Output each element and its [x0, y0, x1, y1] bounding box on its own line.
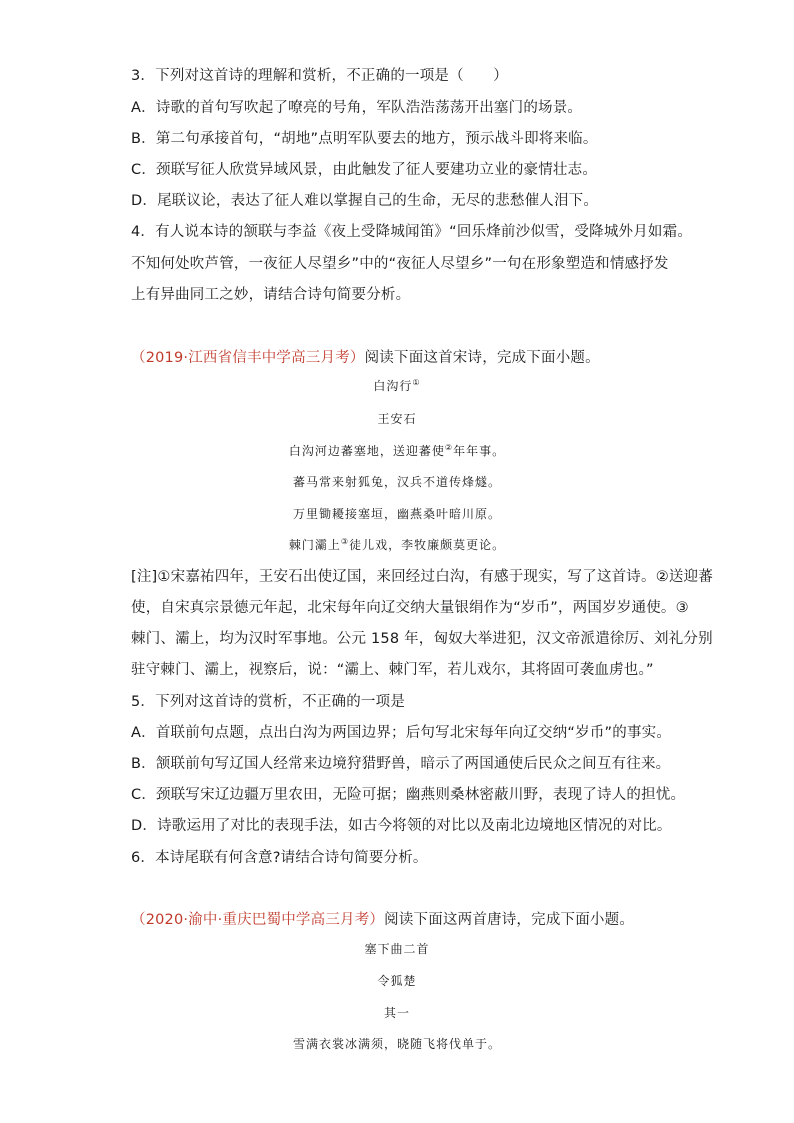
- poem-verse-1: [0, 442, 794, 460]
- question-3-option-d: D．尾联议论，表达了征人难以掌握自己的生命，无尽的悲愁催人泪下。: [131, 193, 599, 209]
- poem-2-author: 令狐楚: [377, 974, 417, 988]
- poem-author: 王安石: [377, 412, 417, 426]
- section-3-header: [131, 910, 634, 930]
- verse-1-footnote-mark: ②: [444, 443, 454, 452]
- question-4-line-1: 4．有人说本诗的颔联与李益《夜上受降城闻笛》“回乐烽前沙似雪，受降城外月如霜。: [131, 224, 693, 240]
- poem-2-title: 塞下曲二首: [364, 942, 430, 956]
- question-5-stem: 5．下列对这首诗的赏析，不正确的一项是: [131, 694, 406, 710]
- verse-4-footnote-mark: ③: [340, 537, 350, 546]
- question-3-option-a: A．诗歌的首句写吹起了嘹亮的号角，军队浩浩荡荡开出塞门的场景。: [131, 100, 583, 116]
- poem-verse-2: 蕃马常来射狐兔，汉兵不道传烽燧。: [292, 475, 501, 489]
- question-4-line-2: 不知何处吹芦管，一夜征人尽望乡”中的“夜征人尽望乡”一句在形象塑造和情感抒发: [131, 256, 669, 272]
- notes-line-3: 棘门、灞上，均为汉时军事地。公元 158 年，匈奴大举进犯，汉文帝派遣徐厉、刘礼分别: [131, 631, 713, 647]
- notes-line-2: 使，自宋真宗景德元年起，北宋每年向辽交纳大量银绢作为“岁币”，两国岁岁通使。③: [131, 600, 689, 616]
- question-4-line-3: 上有异曲同工之妙，请结合诗句简要分析。: [131, 287, 411, 303]
- section-2-source: （2019·江西省信丰中学高三月考）: [131, 350, 365, 366]
- section-2-intro: 阅读下面这首宋诗，完成下面小题。: [364, 350, 600, 366]
- question-3-stem: 3．下列对这首诗的理解和赏析，不正确的一项是（ ）: [131, 68, 508, 84]
- poem-title: [0, 377, 794, 395]
- poem-verse-3: 万里锄耰接塞垣，幽燕桑叶暗川原。: [292, 507, 501, 521]
- question-5-option-b: B．颔联前句写辽国人经常来边境狩猎野兽，暗示了两国通使后民众之间互有往来。: [131, 756, 671, 772]
- verse-4-part-b: 徒儿戏，李牧廉颇莫更论。: [349, 538, 506, 552]
- section-3-source: （2020·渝中·重庆巴蜀中学高三月考）: [131, 912, 385, 928]
- poem-2-verse-1: 雪满衣裳冰满须，晓随飞将伐单于。: [292, 1037, 501, 1051]
- question-5-option-d: D．诗歌运用了对比的表现手法，如古今将领的对比以及南北边境地区情况的对比。: [131, 818, 672, 834]
- poem-2-subtitle: 其一: [383, 1006, 410, 1020]
- question-3-option-b: B．第二句承接首句，“胡地”点明军队要去的地方，预示战斗即将来临。: [131, 131, 598, 147]
- question-5-option-c: C．颈联写宋辽边疆万里农田，无险可据；幽燕则桑林密蔽川野，表现了诗人的担忧。: [131, 787, 686, 803]
- question-6: 6．本诗尾联有何含意?请结合诗句简要分析。: [131, 850, 428, 866]
- section-3-intro: 阅读下面这两首唐诗，完成下面小题。: [384, 912, 635, 928]
- verse-1-part-a: 白沟河边蕃塞地，送迎蕃使: [288, 444, 445, 458]
- section-2-header: [131, 348, 600, 368]
- poem-title-text: 白沟行: [373, 379, 413, 393]
- notes-line-1: [注]①宋嘉祐四年，王安石出使辽国，来回经过白沟，有感于现实，写了这首诗。②送迎蕃: [131, 569, 714, 585]
- question-3-option-c: C．颈联写征人欣赏异域风景，由此触发了征人要建功立业的豪情壮志。: [131, 162, 598, 178]
- question-5-option-a: A．首联前句点题，点出白沟为两国边界；后句写北宋每年向辽交纳“岁币”的事实。: [131, 725, 672, 741]
- notes-line-4: 驻守棘门、灞上，视察后，说：“灞上、棘门军，若儿戏尔，其将固可袭血虏也。”: [131, 662, 654, 678]
- poem-title-footnote-mark: ①: [412, 378, 421, 387]
- verse-4-part-a: 棘门灞上: [288, 538, 341, 552]
- poem-verse-4: [0, 536, 794, 554]
- verse-1-part-b: 年年事。: [453, 444, 506, 458]
